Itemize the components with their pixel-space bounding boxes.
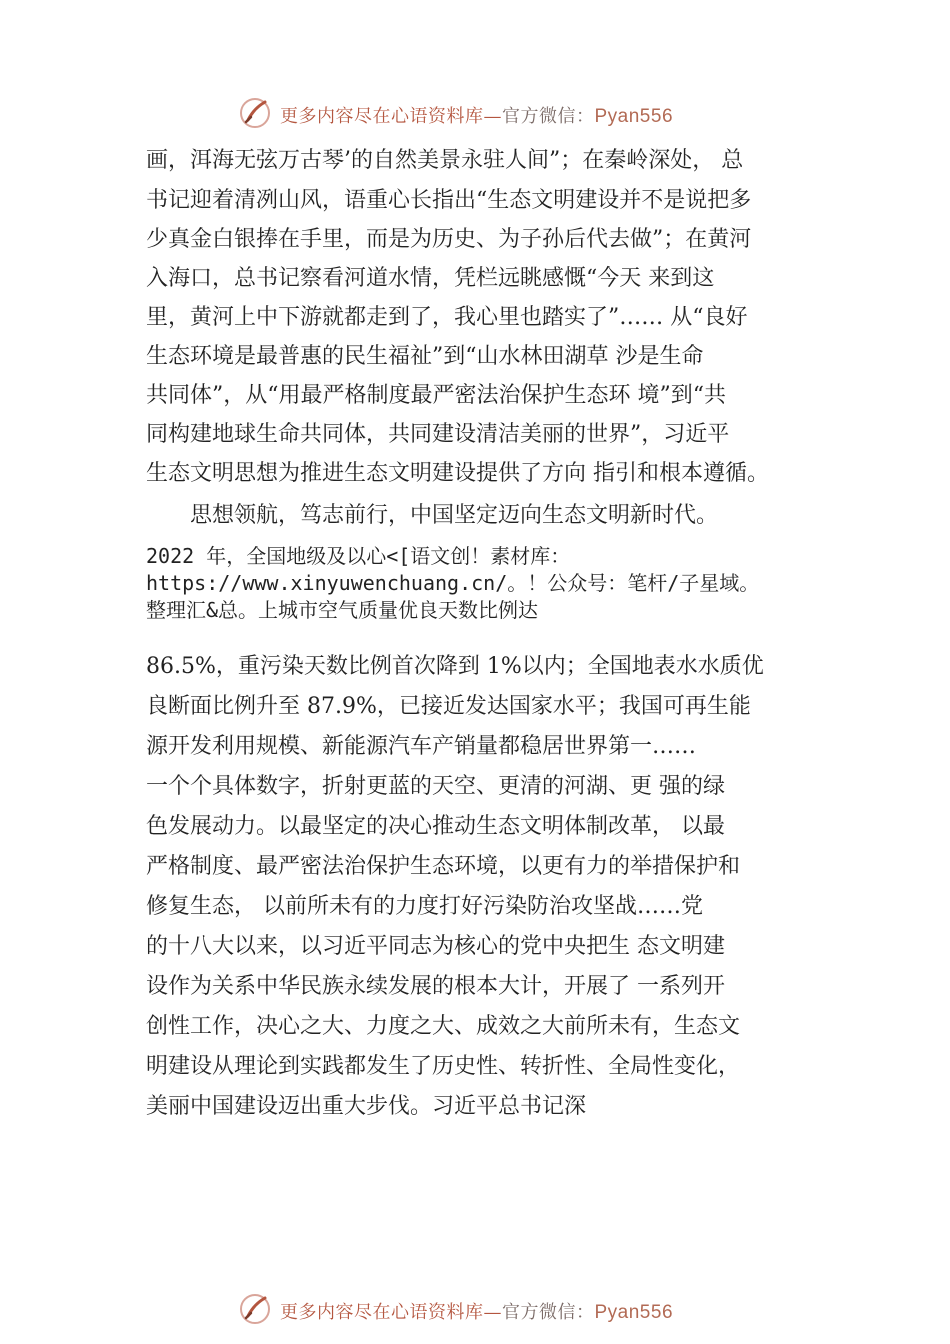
- body-line: 书记迎着清冽山风，语重心长指出“生态文明建设并不是说把多: [146, 188, 752, 213]
- body-line: 设作为关系中华民族永续发展的根本大计，开展了 一系列开: [146, 974, 725, 999]
- watermark-line: https://www.xinyuwenchuang.cn/。！公众号：笔杆/子星域。: [146, 571, 760, 595]
- brush-logo-icon: [238, 1292, 272, 1326]
- body-line: 色发展动力。以最坚定的决心推动生态文明体制改革， 以最: [146, 814, 725, 839]
- body-line: 里，黄河上中下游就都走到了，我心里也踏实了”…… 从“良好: [146, 305, 748, 330]
- header-banner: [0, 96, 950, 130]
- footer-banner-text: [280, 1298, 673, 1324]
- footer-banner: [0, 1292, 950, 1326]
- body-line: 严格制度、最严密法治保护生态环境，以更有力的举措保护和: [146, 854, 741, 879]
- footer-banner-dash: —: [483, 1302, 502, 1323]
- body-line: 良断面比例升至 87.9%，已接近发达国家水平；我国可再生能: [146, 694, 751, 719]
- body-line: 同构建地球生命共同体，共同建设清洁美丽的世界”，习近平: [146, 422, 730, 447]
- header-banner-dash: —: [483, 106, 502, 127]
- body-line: 明建设从理论到实践都发生了历史性、转折性、全局性变化，: [146, 1054, 741, 1079]
- body-line: 创性工作，决心之大、力度之大、成效之大前所未有，生态文: [146, 1014, 741, 1039]
- body-line: 修复生态， 以前所未有的力度打好污染防治攻坚战……党: [146, 894, 703, 919]
- body-line: 生态环境是最普惠的民生福祉”到“山水林田湖草 沙是生命: [146, 344, 704, 369]
- header-wechat-id: Pyan556: [594, 106, 674, 127]
- brush-logo-icon: [238, 96, 272, 130]
- body-line: 入海口，总书记察看河道水情，凭栏远眺感慨“今天 来到这: [146, 266, 715, 291]
- watermark-line: 2022 年，全国地级及以心<[语文创！素材库：: [146, 544, 571, 568]
- body-line: 画，洱海无弦万古琴’的自然美景永驻人间”；在秦岭深处， 总: [146, 148, 744, 173]
- body-line: 生态文明思想为推进生态文明建设提供了方向 指引和根本遵循。: [146, 461, 769, 486]
- footer-wechat-id: Pyan556: [594, 1302, 674, 1323]
- header-wechat-label: 官方微信：: [502, 106, 595, 127]
- footer-wechat-label: 官方微信：: [502, 1302, 595, 1323]
- footer-banner-title: 更多内容尽在心语资料库: [280, 1302, 484, 1323]
- body-line: 源开发利用规模、新能源汽车产销量都稳居世界第一……: [146, 734, 697, 759]
- body-line: 一个个具体数字，折射更蓝的天空、更清的河湖、更 强的绿: [146, 774, 725, 799]
- watermark-line: 整理汇&总。上城市空气质量优良天数比例达: [146, 598, 539, 622]
- header-banner-text: [280, 102, 673, 128]
- body-line: 86.5%，重污染天数比例首次降到 1%以内；全国地表水水质优: [146, 654, 764, 679]
- body-line: 美丽中国建设迈出重大步伐。习近平总书记深: [146, 1094, 587, 1119]
- header-banner-title: 更多内容尽在心语资料库: [280, 106, 484, 127]
- body-line: 思想领航，笃志前行，中国坚定迈向生态文明新时代。: [146, 503, 719, 528]
- body-line: 共同体”，从“用最严格制度最严密法治保护生态环 境”到“共: [146, 383, 726, 408]
- body-line: 的十八大以来，以习近平同志为核心的党中央把生 态文明建: [146, 934, 725, 959]
- body-line: 少真金白银捧在手里，而是为历史、为子孙后代去做”；在黄河: [146, 227, 752, 252]
